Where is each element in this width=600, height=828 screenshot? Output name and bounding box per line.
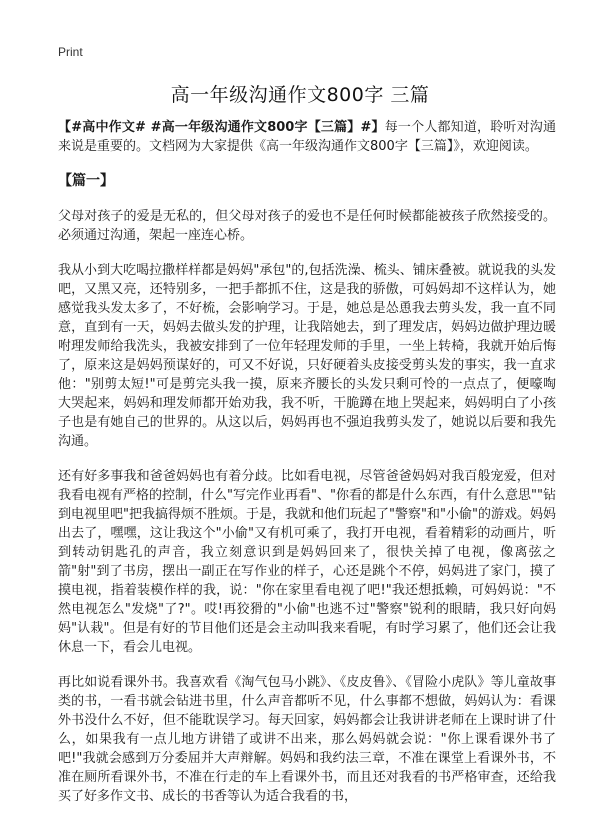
print-label[interactable]: Print: [58, 45, 83, 59]
document-body: [58, 118, 556, 822]
intro-text: 每一个人都知道，聆听对沟通来说是重要的。文档网为大家提供《高一年级沟通作文800字【三篇】》，欢迎阅读。: [58, 120, 556, 154]
intro-paragraph: [58, 118, 556, 156]
intro-tags: 【#高中作文# #高一年级沟通作文800字【三篇】#】: [58, 120, 385, 135]
document-title: 高一年级沟通作文800字 三篇: [170, 84, 430, 106]
section-heading: 【篇一】: [58, 173, 114, 189]
paragraph-3: 还有好多事我和爸爸妈妈也有着分歧。比如看电视，尽管爸爸妈妈对我百般宠爱，但对我看电视有严格的控制，什么"写完作业再看"、"你看的都是什么东西，有什么意思""钻到电视里吧"把我搞得烦不胜烦。于是，我就和他们玩起了"警察"和"小偷"的游戏。妈妈出去了，嘿嘿，这让我这个"小偷"又有机可乘了，我打开电视，看着精彩的动画片，听到转动钥匙孔的声音，我立刻意识到是妈妈回来了，很快关掉了电视，像离弦之箭"射"到了书房，摆出一副正在写作业的样子，心还是跳个不停，妈妈进了家门，摸了摸电视，指着装模作样的我，说："你在家里看电视了吧!"我还想抵赖，可妈妈说："不然电视怎么"发烧"了?"。哎!再狡猾的"小偷"也逃不过"警察"锐利的眼睛，我只好向妈妈"认栽"。但是有好的节目他们还是会主动叫我来看呢，有时学习累了，他们还会让我休息一下，看会儿电视。: [58, 469, 556, 655]
paragraph-4: 再比如说看课外书。我喜欢看《淘气包马小跳》、《皮皮鲁》、《冒险小虎队》等儿童故事类的书，一看书就会钻进书里，什么声音都听不见，什么事都不想做，妈妈认为：看课外书没什么不好，但不能耽误学习。每天回家，妈妈都会让我讲讲老师在上课时讲了什么，如果我有一点儿地方讲错了或讲不出来，那么妈妈就会说："你上课看课外书了吧!"我就会感到万分委屈并大声辩解。妈妈和我约法三章，不准在课堂上看课外书，不准在厕所看课外书，不准在行走的车上看课外书，而且还对我看的书严格审查，还给我买了好多作文书、成长的书香等认为适合我看的书，: [58, 675, 556, 804]
paragraph-1: 父母对孩子的爱是无私的，但父母对孩子的爱也不是任何时候都能被孩子欣然接受的。必须通过沟通，架起一座连心桥。: [58, 209, 556, 243]
paragraph-2: 我从小到大吃喝拉撒样样都是妈妈"承包"的,包括洗澡、梳头、铺床叠被。就说我的头发吧，又黑又亮，还特别多，一把手都抓不住，这是我的骄傲，可妈妈却不这样认为，她感觉我头发太多了，不好梳，会影响学习。于是，她总是怂恿我去剪头发，我一直不同意，直到有一天，妈妈去做头发的护理，让我陪她去，到了理发店，妈妈边做护理边暖咐理发师给我洗头，我被安排到了一位年轻理发师的手里，一坐上转椅，我就开始后悔了，原来这是妈妈预谋好的，可又不好说，只好硬着头皮接受剪头发的事实，我一直求他："别剪太短!"可是剪完头我一摸，原来齐腰长的头发只剩可怜的一点点了，便嚎啕大哭起来，妈妈和理发师都开始劝我，我不听，干脆蹲在地上哭起来，妈妈明白了小孩子也是有她自己的世界的。从这以后，妈妈再也不强迫我剪头发了，她说以后要和我先沟通。: [58, 263, 556, 449]
